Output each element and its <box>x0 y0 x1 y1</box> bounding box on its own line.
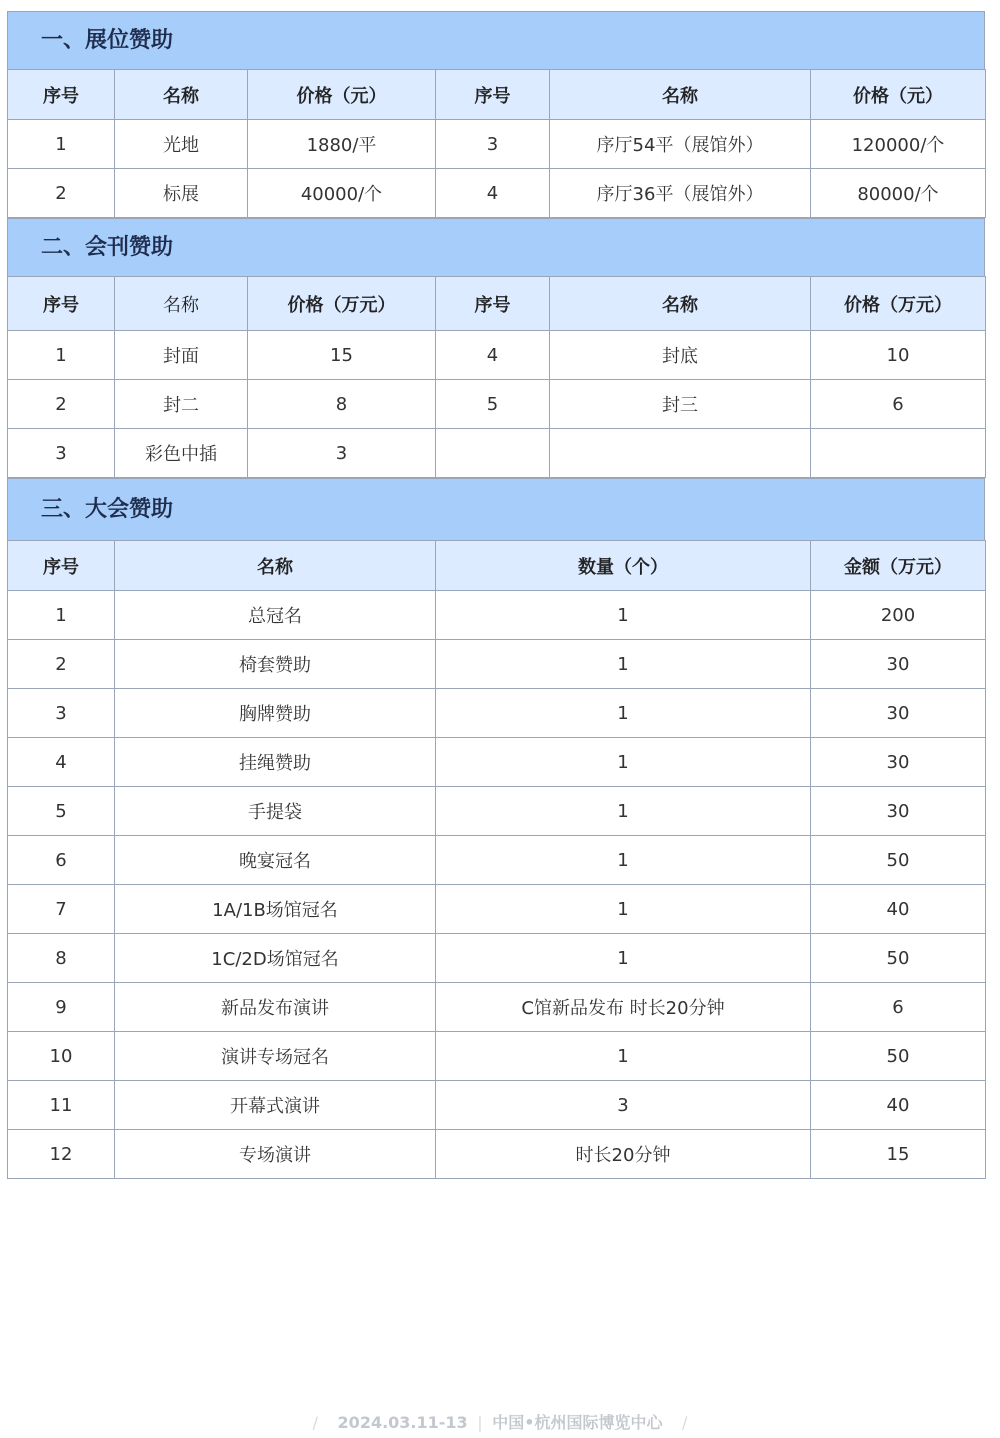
header-cell: 价格（元） <box>811 70 986 120</box>
table-cell: 1880/平 <box>248 120 436 169</box>
header-cell: 数量（个） <box>436 541 811 591</box>
table-cell: 封面 <box>115 331 248 380</box>
table-cell: 1 <box>436 1032 811 1081</box>
table-cell: 挂绳赞助 <box>115 738 436 787</box>
table-cell: 标展 <box>115 169 248 218</box>
table-cell: 序厅54平（展馆外） <box>550 120 811 169</box>
table-row <box>8 689 986 738</box>
header-cell: 名称 <box>550 70 811 120</box>
table-cell: 1 <box>8 591 115 640</box>
table-cell: 7 <box>8 885 115 934</box>
catalog-sponsorship-table <box>7 276 986 478</box>
table-cell: 40 <box>811 1081 986 1130</box>
table-cell: 3 <box>436 1081 811 1130</box>
header-cell: 序号 <box>8 70 115 120</box>
table-cell: C馆新品发布 时长20分钟 <box>436 983 811 1032</box>
table-row <box>8 591 986 640</box>
table-cell: 时长20分钟 <box>436 1130 811 1179</box>
table-cell: 11 <box>8 1081 115 1130</box>
table-row <box>8 331 986 380</box>
event-location: 中国•杭州国际博览中心 <box>492 1413 663 1432</box>
table-row <box>8 1032 986 1081</box>
table-cell: 40000/个 <box>248 169 436 218</box>
table-cell: 6 <box>8 836 115 885</box>
table-cell: 6 <box>811 380 986 429</box>
table-cell: 手提袋 <box>115 787 436 836</box>
table-cell: 4 <box>8 738 115 787</box>
table-cell: 120000/个 <box>811 120 986 169</box>
header-cell: 序号 <box>8 277 115 331</box>
header-cell: 序号 <box>8 541 115 591</box>
header-cell: 价格（元） <box>248 70 436 120</box>
table-row <box>8 1130 986 1179</box>
header-cell: 金额（万元） <box>811 541 986 591</box>
table-cell: 总冠名 <box>115 591 436 640</box>
table-row <box>8 169 986 218</box>
event-date: 2024.03.11-13 <box>337 1413 468 1432</box>
table-cell: 封二 <box>115 380 248 429</box>
table-cell: 1 <box>8 120 115 169</box>
table-cell: 10 <box>811 331 986 380</box>
section-title-catalog: 二、会刊赞助 <box>7 218 985 276</box>
table-cell: 专场演讲 <box>115 1130 436 1179</box>
table-cell: 1 <box>436 591 811 640</box>
table-cell: 50 <box>811 1032 986 1081</box>
conference-sponsorship-table <box>7 540 986 1179</box>
table-cell: 30 <box>811 787 986 836</box>
header-cell: 名称 <box>115 277 248 331</box>
table-cell: 5 <box>8 787 115 836</box>
table-cell: 1 <box>8 331 115 380</box>
table-cell: 3 <box>436 120 550 169</box>
table-cell: 开幕式演讲 <box>115 1081 436 1130</box>
table-cell: 2 <box>8 169 115 218</box>
table-header-row <box>8 70 986 120</box>
table-header-row <box>8 277 986 331</box>
table-cell: 封底 <box>550 331 811 380</box>
table-cell: 胸牌赞助 <box>115 689 436 738</box>
header-cell: 序号 <box>436 277 550 331</box>
table-cell: 50 <box>811 836 986 885</box>
table-cell <box>436 429 550 478</box>
table-cell: 新品发布演讲 <box>115 983 436 1032</box>
table-cell: 12 <box>8 1130 115 1179</box>
table-cell: 彩色中插 <box>115 429 248 478</box>
booth-sponsorship-table <box>7 69 986 218</box>
table-cell: 封三 <box>550 380 811 429</box>
table-row <box>8 429 986 478</box>
table-row <box>8 380 986 429</box>
table-cell: 30 <box>811 689 986 738</box>
table-cell: 2 <box>8 640 115 689</box>
table-cell: 3 <box>8 429 115 478</box>
table-cell: 晚宴冠名 <box>115 836 436 885</box>
table-row <box>8 738 986 787</box>
header-cell: 名称 <box>115 70 248 120</box>
table-cell: 4 <box>436 169 550 218</box>
table-cell: 6 <box>811 983 986 1032</box>
header-cell: 名称 <box>550 277 811 331</box>
table-row <box>8 885 986 934</box>
divider-slash: / <box>682 1413 688 1432</box>
table-cell: 1 <box>436 885 811 934</box>
table-cell: 1 <box>436 738 811 787</box>
table-cell: 50 <box>811 934 986 983</box>
table-cell: 1 <box>436 787 811 836</box>
table-cell: 40 <box>811 885 986 934</box>
table-header-row <box>8 541 986 591</box>
table-cell: 3 <box>248 429 436 478</box>
table-cell: 1 <box>436 836 811 885</box>
table-cell: 演讲专场冠名 <box>115 1032 436 1081</box>
table-cell: 椅套赞助 <box>115 640 436 689</box>
event-footer <box>0 1410 1000 1433</box>
table-cell: 9 <box>8 983 115 1032</box>
table-cell: 80000/个 <box>811 169 986 218</box>
section-title-booth: 一、展位赞助 <box>7 11 985 69</box>
table-cell <box>550 429 811 478</box>
table-cell: 1 <box>436 934 811 983</box>
table-cell: 5 <box>436 380 550 429</box>
divider-slash: / <box>312 1413 318 1432</box>
table-cell: 30 <box>811 640 986 689</box>
table-cell: 8 <box>248 380 436 429</box>
header-cell: 价格（万元） <box>811 277 986 331</box>
table-cell: 序厅36平（展馆外） <box>550 169 811 218</box>
table-cell <box>811 429 986 478</box>
table-cell: 3 <box>8 689 115 738</box>
table-cell: 1A/1B场馆冠名 <box>115 885 436 934</box>
header-cell: 价格（万元） <box>248 277 436 331</box>
table-row <box>8 787 986 836</box>
table-cell: 2 <box>8 380 115 429</box>
table-cell: 200 <box>811 591 986 640</box>
table-row <box>8 1081 986 1130</box>
table-cell: 10 <box>8 1032 115 1081</box>
table-row <box>8 983 986 1032</box>
divider-bar: | <box>477 1413 483 1432</box>
sponsorship-tables <box>7 11 985 1179</box>
table-cell: 1 <box>436 689 811 738</box>
table-cell: 15 <box>248 331 436 380</box>
table-cell: 1C/2D场馆冠名 <box>115 934 436 983</box>
table-row <box>8 836 986 885</box>
table-row <box>8 934 986 983</box>
table-cell: 15 <box>811 1130 986 1179</box>
table-cell: 8 <box>8 934 115 983</box>
table-row <box>8 120 986 169</box>
table-cell: 30 <box>811 738 986 787</box>
header-cell: 序号 <box>436 70 550 120</box>
table-cell: 光地 <box>115 120 248 169</box>
table-cell: 4 <box>436 331 550 380</box>
header-cell: 名称 <box>115 541 436 591</box>
table-row <box>8 640 986 689</box>
section-title-conference: 三、大会赞助 <box>7 478 985 540</box>
table-cell: 1 <box>436 640 811 689</box>
